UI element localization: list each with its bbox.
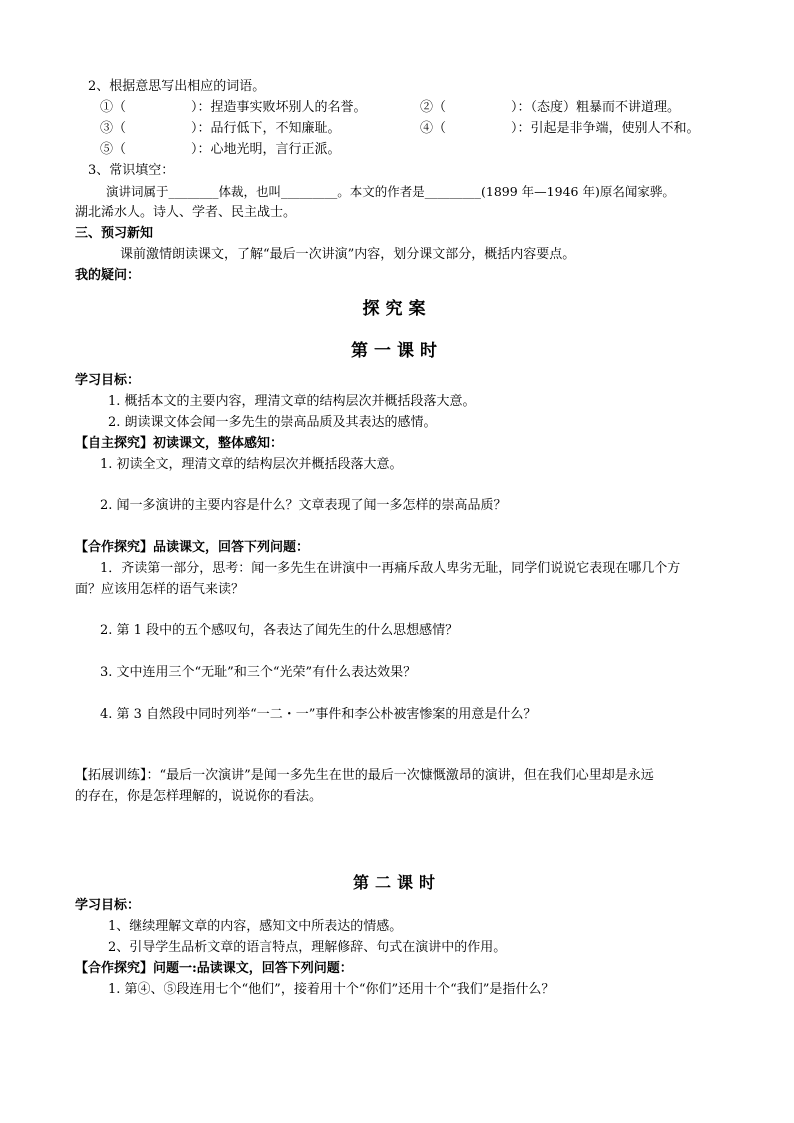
- lesson2-title: 第二课时: [352, 873, 441, 892]
- vocab-item-5: ⑤（ ）：心地光明，言行正派。: [100, 142, 341, 157]
- lesson1-title: 第一课时: [351, 341, 443, 361]
- vocab-item-4: ④（ ）：引起是非争端，使别人不和。: [420, 121, 700, 136]
- section2-title: 2、根据意思写出相应的词语。: [88, 79, 266, 94]
- lesson1-goal-1: 1. 概括本文的主要内容，理清文章的结构层次并概括段落大意。: [108, 394, 476, 409]
- cooperative-question-1b: 面？应该用怎样的语气来读？: [75, 582, 245, 597]
- cooperative-question-2: 2. 第 1 段中的五个感叹句，各表达了闻先生的什么思想感情？: [100, 623, 459, 638]
- self-study-question-2: 2. 闻一多演讲的主要内容是什么？文章表现了闻一多怎样的崇高品质？: [100, 498, 507, 513]
- preview-text: 课前激情朗读课文，了解“最后一次讲演”内容，划分课文部分，概括内容要点。: [120, 247, 576, 262]
- page-title: 探究案: [362, 299, 432, 319]
- preview-heading: 三、预习新知: [75, 226, 154, 241]
- section3-title: 3、常识填空：: [88, 163, 175, 178]
- fill-blank-line-2: 湖北浠水人。诗人、学者、民主战士。: [75, 205, 297, 220]
- cooperative-question-4: 4. 第 3 自然段中同时列举“一二・一”事件和李公朴被害惨案的用意是什么？: [100, 707, 537, 722]
- lesson2-goal-2: 2、引导学生品析文章的语言特点，理解修辞、句式在演讲中的作用。: [108, 940, 507, 955]
- fill-blank-line-1: 演讲词属于________体裁，也叫_________。本文的作者是_________(1899 年—1946 年)原名闻家骅。: [106, 184, 675, 199]
- lesson2-cooperative-heading: 【合作探究】问题一:品读课文，回答下列问题：: [75, 961, 353, 976]
- vocab-item-3: ③（ ）：品行低下，不知廉耻。: [100, 121, 341, 136]
- vocab-item-1: ①（ ）：捏造事实败坏别人的名誉。: [100, 100, 367, 115]
- extension-training-line-2: 的存在，你是怎样理解的，说说你的看法。: [75, 789, 323, 804]
- lesson1-goals-heading: 学习目标：: [75, 373, 141, 388]
- cooperative-question-1a: 1．齐读第一部分，思考：闻一多先生在讲演中一再痛斥敌人卑劣无耻，同学们说说它表现在哪几个方: [100, 561, 681, 576]
- lesson2-goals-heading: 学习目标：: [75, 898, 141, 913]
- lesson2-cooperative-question-1: 1. 第④、⑤段连用七个“他们”，接着用十个“你们”还用十个“我们”是指什么？: [108, 982, 555, 997]
- lesson1-goal-2: 2. 朗读课文体会闻一多先生的崇高品质及其表达的感情。: [108, 415, 437, 430]
- self-study-question-1: 1. 初读全文，理清文章的结构层次并概括段落大意。: [100, 457, 403, 472]
- vocab-item-2: ②（ ）：（态度）粗暴而不讲道理。: [420, 100, 681, 115]
- extension-training-line-1: 【拓展训练】：“最后一次演讲”是闻一多先生在世的最后一次慷慨激昂的演讲，但在我们心里却是永远: [75, 768, 654, 783]
- self-study-heading: 【自主探究】初读课文，整体感知：: [75, 436, 284, 451]
- cooperative-question-3: 3. 文中连用三个“无耻”和三个“光荣”有什么表达效果？: [100, 665, 417, 680]
- my-questions-label: 我的疑问：: [75, 268, 141, 283]
- cooperative-heading: 【合作探究】品读课文，回答下列问题：: [75, 540, 310, 555]
- lesson2-goal-1: 1、继续理解文章的内容，感知文中所表达的情感。: [108, 919, 403, 934]
